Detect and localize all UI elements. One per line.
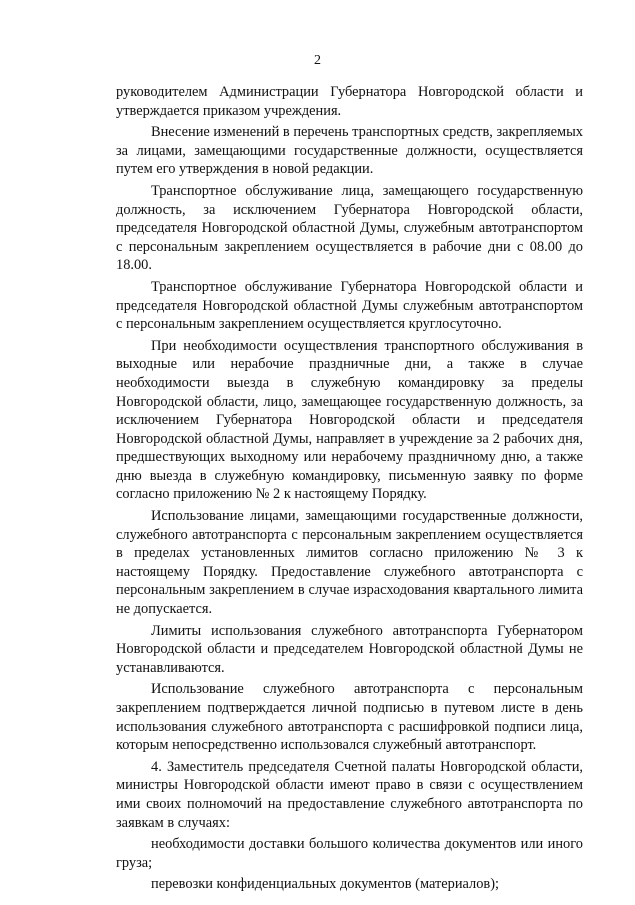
paragraph-continuation: руководителем Администрации Губернатора Новгородской области и утверждается приказом учреждения.: [116, 84, 583, 119]
paragraph-limits: Использование лицами, замещающими государственные должности, служебного автотранспорта с персональным закреплением осуществляется в пределах установленных лимитов согласно приложению № 3 к настоящему Порядку. Предоставление служебного автотранспорта с персональным закреплением в случае израсходования квартального лимита не допускается.: [116, 508, 583, 618]
paragraph-round-the-clock: Транспортное обслуживание Губернатора Новгородской области и председателя Новгородской областной Думы служебным автотранспортом с персональным закреплением осуществляется круглосуточно.: [116, 278, 583, 333]
paragraph-weekend-request: При необходимости осуществления транспортного обслуживания в выходные или нерабочие праздничные дни, а также в случае необходимости выезда в служебную командировку за пределы Новгородской области, лицо, замещающее государственную должность, за исключением Губернатора Новгородской области и председателя Новгородской областной Думы, направляет в учреждение за 2 рабочих дня, предшествующих выходному или нерабочему праздничному дню, а также дню выезда в служебную командировку, письменную заявку по форме согласно приложению № 2 к настоящему Порядку.: [116, 337, 583, 503]
paragraph-item-4: 4. Заместитель председателя Счетной палаты Новгородской области, министры Новгородской области имеют право в связи с осуществлением ими своих полномочий на предоставление служебного автотранспорта по заявкам в случаях:: [116, 758, 583, 831]
paragraph-signature-confirmation: Использование служебного автотранспорта с персональным закреплением подтверждается личной подписью в путевом листе в день использования служебного автотранспорта с расшифровкой подписи лица, которым непосредственно использовался служебный автотранспорт.: [116, 681, 583, 754]
paragraph-vehicle-list-changes: Внесение изменений в перечень транспортных средств, закрепляемых за лицами, замещающими государственные должности, осуществляется путем его утверждения в новой редакции.: [116, 124, 583, 178]
paragraph-limits-exemption: Лимиты использования служебного автотранспорта Губернатором Новгородской области и председателем Новгородской областной Думы не устанавливаются.: [116, 622, 583, 676]
paragraph-working-hours: Транспортное обслуживание лица, замещающего государственную должность, за исключением Губернатора Новгородской области, председателя Новгородской областной Думы, служебным автотранспортом с персональным закреплением осуществляется в рабочие дни с 08.00 до 18.00.: [116, 182, 583, 274]
page-number: 2: [314, 53, 321, 68]
document-body: [116, 83, 583, 897]
paragraph-case-confidential-transport: перевозки конфиденциальных документов (материалов);: [151, 876, 500, 893]
paragraph-case-documents-delivery: необходимости доставки большого количества документов или иного груза;: [116, 836, 583, 871]
